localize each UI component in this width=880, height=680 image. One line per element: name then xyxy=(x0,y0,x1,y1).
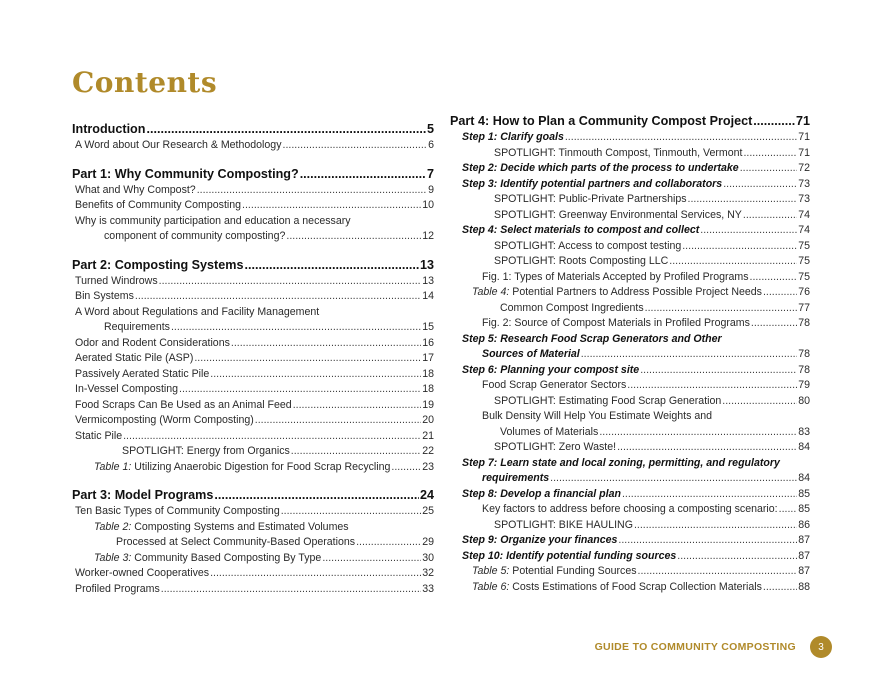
toc-entry-table[interactable]: Table 6: Costs Estimations of Food Scrap Collection Materials ..... 88 xyxy=(450,580,810,596)
toc-entry[interactable]: component of community composting? ..... 12 xyxy=(72,229,434,245)
toc-entry-table[interactable]: Table 3: Community Based Composting By Type ..... 30 xyxy=(72,551,434,567)
toc-entry-figure[interactable]: Fig. 2: Source of Compost Materials in Profiled Programs ..... 78 xyxy=(450,316,810,332)
toc-step[interactable]: Step 8: Develop a financial plan ..... 85 xyxy=(450,487,810,503)
toc-entry[interactable]: Food Scraps Can Be Used as an Animal Feed ..... 19 xyxy=(72,398,434,414)
toc-part-3[interactable]: Part 3: Model Programs ..... 24 xyxy=(72,487,434,504)
toc-entry[interactable]: In-Vessel Composting ..... 18 xyxy=(72,382,434,398)
toc-step-line[interactable]: Step 7: Learn state and local zoning, permitting, and regulatory xyxy=(462,456,780,469)
page-number-badge: 3 xyxy=(810,636,832,658)
toc-entry[interactable]: Key factors to address before choosing a composting scenario: ..... 85 xyxy=(450,502,810,518)
toc-entry-spotlight[interactable]: SPOTLIGHT: Public-Private Partnerships ..... 73 xyxy=(450,192,810,208)
toc-entry[interactable]: Passively Aerated Static Pile ..... 18 xyxy=(72,367,434,383)
toc-step-line[interactable]: Step 5: Research Food Scrap Generators and Other xyxy=(462,332,722,345)
toc-entry[interactable]: Volumes of Materials ..... 83 xyxy=(450,425,810,441)
page-title: Contents xyxy=(72,66,218,99)
toc-part-2[interactable]: Part 2: Composting Systems ..... 13 xyxy=(72,257,434,274)
toc-entry-table[interactable]: Table 5: Potential Funding Sources ..... 87 xyxy=(450,564,810,580)
toc-entry[interactable]: What and Why Compost? ..... 9 xyxy=(72,183,434,199)
toc-entry[interactable]: A Word about Our Research & Methodology ..... 6 xyxy=(72,138,434,154)
toc-entry-spotlight[interactable]: SPOTLIGHT: Tinmouth Compost, Tinmouth, Vermont ..... 71 xyxy=(450,146,810,162)
toc-entry[interactable]: Worker-owned Cooperatives ..... 32 xyxy=(72,566,434,582)
toc-entry[interactable]: Static Pile ..... 21 xyxy=(72,429,434,445)
toc-entry-table-line[interactable]: Table 2: Composting Systems and Estimated Volumes xyxy=(94,520,349,533)
footer-publication-title: GUIDE TO COMMUNITY COMPOSTING xyxy=(594,641,796,653)
toc-step[interactable]: Step 10: Identify potential funding sources ..... 87 xyxy=(450,549,810,565)
page-footer xyxy=(595,636,832,658)
toc-entry[interactable]: Vermicomposting (Worm Composting) ..... 20 xyxy=(72,413,434,429)
toc-step[interactable]: Step 4: Select materials to compost and collect ..... 74 xyxy=(450,223,810,239)
toc-step[interactable]: Step 2: Decide which parts of the process to undertake ..... 72 xyxy=(450,161,810,177)
toc-part-introduction[interactable]: Introduction ..... 5 xyxy=(72,121,434,138)
toc-entry-spotlight[interactable]: SPOTLIGHT: Zero Waste! ..... 84 xyxy=(450,440,810,456)
toc-entry-table[interactable]: Table 4: Potential Partners to Address Possible Project Needs ..... 76 xyxy=(450,285,810,301)
toc-step[interactable]: Step 3: Identify potential partners and collaborators ..... 73 xyxy=(450,177,810,193)
toc-part-1[interactable]: Part 1: Why Community Composting? ..... 7 xyxy=(72,166,434,183)
toc-entry-spotlight[interactable]: SPOTLIGHT: Energy from Organics ..... 22 xyxy=(72,444,434,460)
toc-entry[interactable]: Aerated Static Pile (ASP) ..... 17 xyxy=(72,351,434,367)
toc-entry-table[interactable]: Table 1: Utilizing Anaerobic Digestion for Food Scrap Recycling ..... 23 xyxy=(72,460,434,476)
toc-entry-spotlight[interactable]: SPOTLIGHT: Access to compost testing ..... 75 xyxy=(450,239,810,255)
toc-entry[interactable]: Profiled Programs ..... 33 xyxy=(72,582,434,598)
toc-entry-spotlight[interactable]: SPOTLIGHT: Greenway Environmental Services, NY ..... 74 xyxy=(450,208,810,224)
toc-step[interactable]: Step 1: Clarify goals ..... 71 xyxy=(450,130,810,146)
toc-entry-spotlight[interactable]: SPOTLIGHT: Roots Composting LLC ..... 75 xyxy=(450,254,810,270)
toc-entry[interactable]: Turned Windrows ..... 13 xyxy=(72,274,434,290)
toc-step[interactable]: Step 9: Organize your finances ..... 87 xyxy=(450,533,810,549)
toc-entry[interactable]: Food Scrap Generator Sectors ..... 79 xyxy=(450,378,810,394)
toc-entry-line[interactable]: A Word about Regulations and Facility Management xyxy=(75,305,320,318)
toc-entry-line[interactable]: Why is community participation and education a necessary xyxy=(75,214,351,227)
toc-entry[interactable]: Requirements ..... 15 xyxy=(72,320,434,336)
toc-entry-table[interactable]: Processed at Select Community-Based Operations ..... 29 xyxy=(72,535,434,551)
toc-entry[interactable]: Bin Systems ..... 14 xyxy=(72,289,434,305)
toc-part-4[interactable]: Part 4: How to Plan a Community Compost Project ..... 71 xyxy=(450,113,810,130)
toc-entry-spotlight[interactable]: SPOTLIGHT: BIKE HAULING ..... 86 xyxy=(450,518,810,534)
toc-entry-spotlight[interactable]: SPOTLIGHT: Estimating Food Scrap Generation ..... 80 xyxy=(450,394,810,410)
toc-step[interactable]: Sources of Material ..... 78 xyxy=(450,347,810,363)
toc-step[interactable]: Step 6: Planning your compost site ..... 78 xyxy=(450,363,810,379)
toc-entry[interactable]: Benefits of Community Composting ..... 10 xyxy=(72,198,434,214)
toc-entry-line[interactable]: Bulk Density Will Help You Estimate Weights and xyxy=(482,410,713,422)
toc-entry[interactable]: Odor and Rodent Considerations ..... 16 xyxy=(72,336,434,352)
toc-entry[interactable]: Ten Basic Types of Community Composting ..... 25 xyxy=(72,504,434,520)
toc-entry[interactable]: Common Compost Ingredients ..... 77 xyxy=(450,301,810,317)
toc-step[interactable]: requirements ..... 84 xyxy=(450,471,810,487)
toc-left-column xyxy=(72,121,434,597)
toc-right-column xyxy=(450,113,810,595)
toc-entry-figure[interactable]: Fig. 1: Types of Materials Accepted by Profiled Programs ..... 75 xyxy=(450,270,810,286)
